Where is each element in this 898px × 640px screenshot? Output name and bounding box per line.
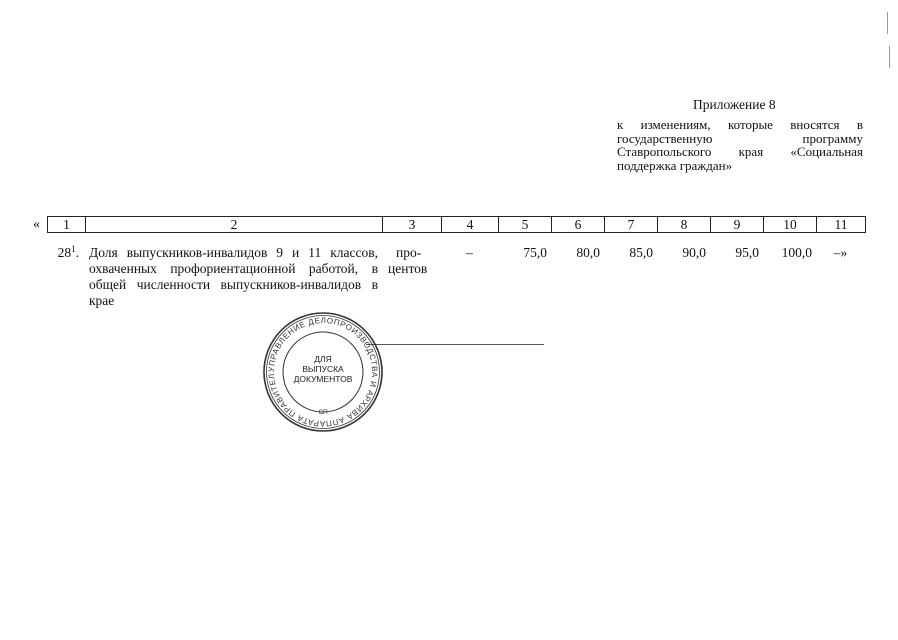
- appendix-title: Приложение 8: [693, 97, 776, 112]
- header-cell: 4: [442, 217, 499, 233]
- header-cell: 3: [383, 217, 442, 233]
- column-number-header: [47, 216, 866, 233]
- row-number: $28^1$.: [57, 244, 79, 260]
- header-cell: 8: [658, 217, 711, 233]
- edge-mark: [887, 12, 888, 34]
- header-cell: 6: [552, 217, 605, 233]
- header-cell: 1: [48, 217, 86, 233]
- edge-mark: [889, 46, 890, 68]
- header-cell: 5: [499, 217, 552, 233]
- value-col8: 90,0: [682, 245, 706, 260]
- stamp-number: СП: [318, 409, 328, 416]
- header-cell: 11: [817, 217, 866, 233]
- header-cell: 7: [605, 217, 658, 233]
- appendix-description: к изменениям, которые вносятся в государственную программу Ставропольского края «Социальная поддержка граждан»: [617, 117, 863, 173]
- indicator-name: Доля выпускников-инвалидов 9 и 11 классов, охваченных профориентационной работой, в общей численности выпускников-инвалидов в крае: [89, 245, 378, 308]
- value-col9: 95,0: [735, 245, 759, 260]
- indicator-table: [47, 245, 865, 309]
- signature-line: [366, 344, 544, 345]
- official-stamp: [262, 311, 384, 433]
- value-col5: 75,0: [523, 245, 547, 260]
- stamp-ring-text: УПРАВЛЕНИЕ ДЕЛОПРОИЗВОДСТВА И АРХИВА АППАРАТА ПРАВИТЕЛ: [266, 315, 380, 429]
- table-open-quote: «: [33, 217, 40, 232]
- value-col11: –»: [833, 245, 848, 260]
- value-col10: 100,0: [781, 245, 812, 260]
- header-cell: 10: [764, 217, 817, 233]
- unit-of-measure: про- центов: [388, 245, 428, 276]
- header-cell: 2: [86, 217, 383, 233]
- value-col7: 85,0: [629, 245, 653, 260]
- stamp-center-line: ДОКУМЕНТОВ: [293, 374, 353, 384]
- table-row: [47, 245, 865, 309]
- stamp-center-line: ДЛЯ: [314, 354, 332, 364]
- stamp-center-line: ВЫПУСКА: [302, 364, 344, 374]
- value-col4: –: [466, 245, 473, 260]
- header-cell: 9: [711, 217, 764, 233]
- value-col6: 80,0: [576, 245, 600, 260]
